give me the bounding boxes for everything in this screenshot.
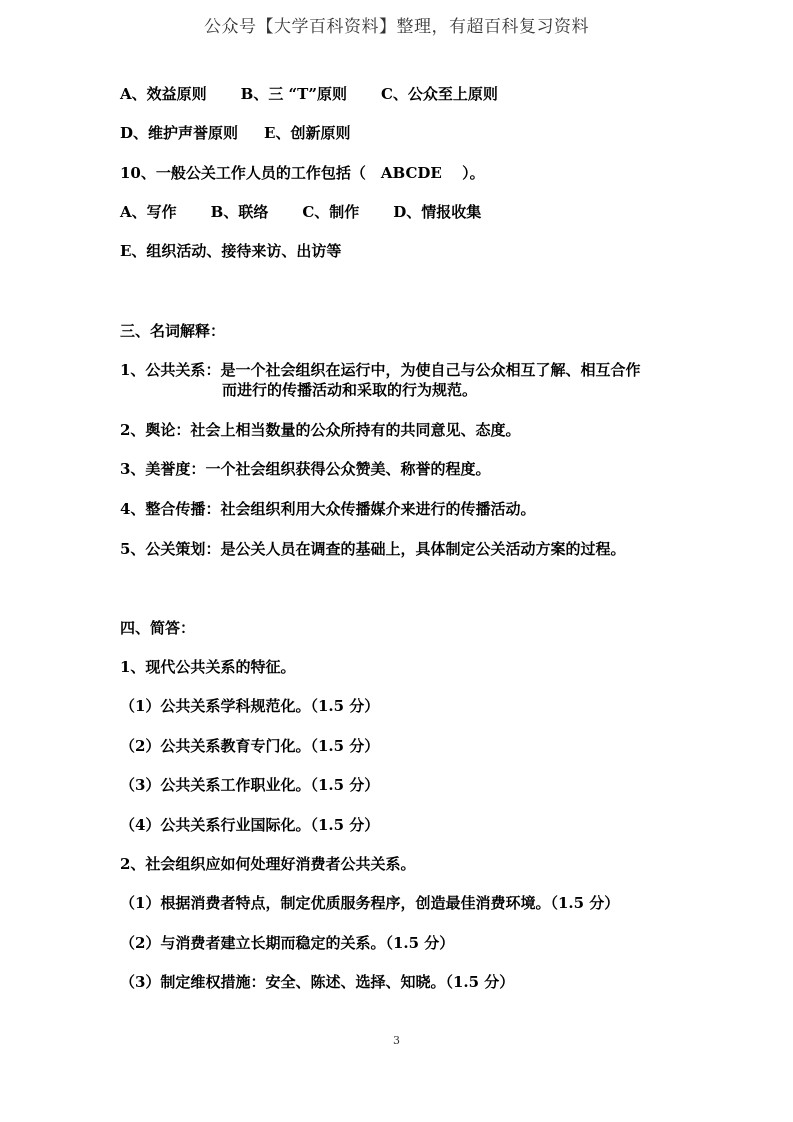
options-row-abc xyxy=(120,85,498,103)
short-answer-2-point-3: （3）制定维权措施：安全、陈述、选择、知晓。（1.5 分） xyxy=(120,973,515,991)
term-4: 4、整合传播：社会组织利用大众传播媒介来进行的传播活动。 xyxy=(120,500,536,518)
short-answer-1-point-3: （3）公共关系工作职业化。（1.5 分） xyxy=(120,776,380,794)
option-a: A、效益原则 xyxy=(120,85,207,103)
term-2: 2、舆论：社会上相当数量的公众所持有的共同意见、态度。 xyxy=(120,421,521,439)
q10-options-row-abcd xyxy=(120,203,481,221)
q10-option-b: B、联络 xyxy=(210,203,269,221)
section-4-title: 四、简答： xyxy=(120,619,196,637)
short-answer-1-point-2: （2）公共关系教育专门化。（1.5 分） xyxy=(120,737,380,755)
section-3-title: 三、名词解释： xyxy=(120,322,226,340)
short-answer-2-point-1: （1）根据消费者特点，制定优质服务程序，创造最佳消费环境。（1.5 分） xyxy=(120,894,620,912)
option-b: B、三 “T”原则 xyxy=(240,85,347,103)
term-5: 5、公关策划：是公关人员在调查的基础上，具体制定公关活动方案的过程。 xyxy=(120,540,626,558)
q10-option-c: C、制作 xyxy=(302,203,360,221)
short-answer-2-point-2: （2）与消费者建立长期而稳定的关系。（1.5 分） xyxy=(120,934,455,952)
term-3: 3、美誉度：一个社会组织获得公众赞美、称誉的程度。 xyxy=(120,460,491,478)
question-10: 10、一般公关工作人员的工作包括（ ABCDE ）。 xyxy=(120,164,485,182)
short-answer-2-question: 2、社会组织应如何处理好消费者公共关系。 xyxy=(120,855,416,873)
short-answer-1-question: 1、现代公共关系的特征。 xyxy=(120,658,296,676)
q10-option-a: A、写作 xyxy=(120,203,177,221)
page-number: 3 xyxy=(393,1034,400,1047)
q10-option-d: D、情报收集 xyxy=(393,203,482,221)
option-c: C、公众至上原则 xyxy=(380,85,498,103)
term-1-continued: 而进行的传播活动和采取的行为规范。 xyxy=(222,381,478,399)
short-answer-1-point-1: （1）公共关系学科规范化。（1.5 分） xyxy=(120,697,380,715)
short-answer-1-point-4: （4）公共关系行业国际化。（1.5 分） xyxy=(120,816,380,834)
option-e: E、创新原则 xyxy=(264,124,351,142)
q10-option-e: E、组织活动、接待来访、出访等 xyxy=(120,242,342,260)
page-header: 公众号【大学百科资料】整理，有超百科复习资料 xyxy=(204,17,589,37)
options-row-de xyxy=(120,124,350,142)
term-1: 1、公共关系：是一个社会组织在运行中，为使自己与公众相互了解、相互合作 xyxy=(120,361,641,379)
option-d: D、维护声誉原则 xyxy=(120,124,239,142)
